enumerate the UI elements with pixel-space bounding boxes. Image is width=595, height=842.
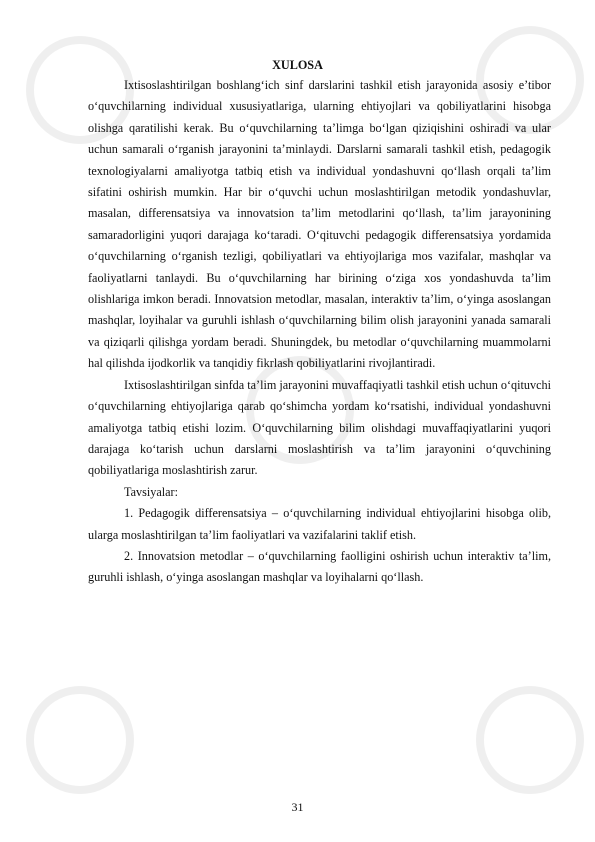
page-number: 31: [291, 800, 304, 814]
paragraph: Ixtisoslashtirilgan boshlang‘ich sinf darslarini tashkil etish jarayonida asosiy e’tibor o‘quvchilarning individual xususiyatlariga, ularning ehtiyojlari va qobiliyatlarini hisobga olishga qaratilishi kerak. Bu o‘quvchilarning ta’limga bo‘lgan qiziqishini oshiradi va ular uchun samarali o‘rganish jarayonini ta’minlaydi. Darslarni samarali tashkil etish, pedagogik texnologiyalarni amaliyotga tatbiq etish va individual yondashuvni qo‘llash orqali ta’lim sifatini oshirish mumkin. Har bir o‘quvchi uchun moslashtirilgan metodik yondashuvlar, masalan, differensatsiya va innovatsion ta’lim metodlarini qo‘llash, ta’lim jarayonining samaradorligini yuqori darajaga ko‘taradi. O‘qituvchi pedagogik differensatsiya yordamida o‘quvchilarning o‘rganish tezligi, qobiliyatlari va ehtiyojlariga mos vazifalar, mashqlar va faoliyatlarni tanlaydi. Bu o‘quvchilarning har birining o‘ziga xos yondashuvda ta’lim olishlariga imkon beradi. Innovatsion metodlar, masalan, interaktiv ta’lim, o‘yinga asoslangan mashqlar, loyihalar va guruhli ishlash o‘quvchilarning bilim olish jarayonini yanada samarali va qiziqarli qilishga yordam beradi. Shuningdek, bu metodlar o‘quvchilarning muammolarni hal qilishda ijodkorlik va tanqidiy fikrlash qobiliyatlarini rivojlantiradi.: [88, 78, 551, 371]
list-item: 1. Pedagogik differensatsiya – o‘quvchilarning individual ehtiyojlarini hisobga olib, ularga moslashtirilgan ta’lim faoliyatlari va vazifalarini taklif etish.: [88, 506, 551, 542]
watermark-shape-icon: [20, 680, 140, 800]
paragraph: Tavsiyalar:: [124, 484, 178, 499]
list-item: 2. Innovatsion metodlar – o‘quvchilarning faolligini oshirish uchun interaktiv ta’lim, guruhli ishlash, o‘yinga asoslangan mashqlar va loyihalarni qo‘llash.: [88, 548, 551, 585]
document-body: [88, 75, 551, 589]
paragraph: Ixtisoslashtirilgan sinfda ta’lim jarayonini muvaffaqiyatli tashkil etish uchun o‘qituvchi o‘quvchilarning ehtiyojlariga qarab qo‘shimcha yordam ko‘rsatishi, individual yondashuvni amaliyotga tatbiq etishi lozim. O‘quvchilarning bilim olishdagi muvaffaqiyatlarini yuqori darajaga ko‘tarish uchun darslarni moslashtirish va ta’lim jarayonini o‘quvchining qobiliyatlariga moslashtirish zarur.: [88, 377, 551, 478]
section-title: XULOSA: [272, 58, 323, 72]
watermark-shape-icon: [470, 680, 590, 800]
